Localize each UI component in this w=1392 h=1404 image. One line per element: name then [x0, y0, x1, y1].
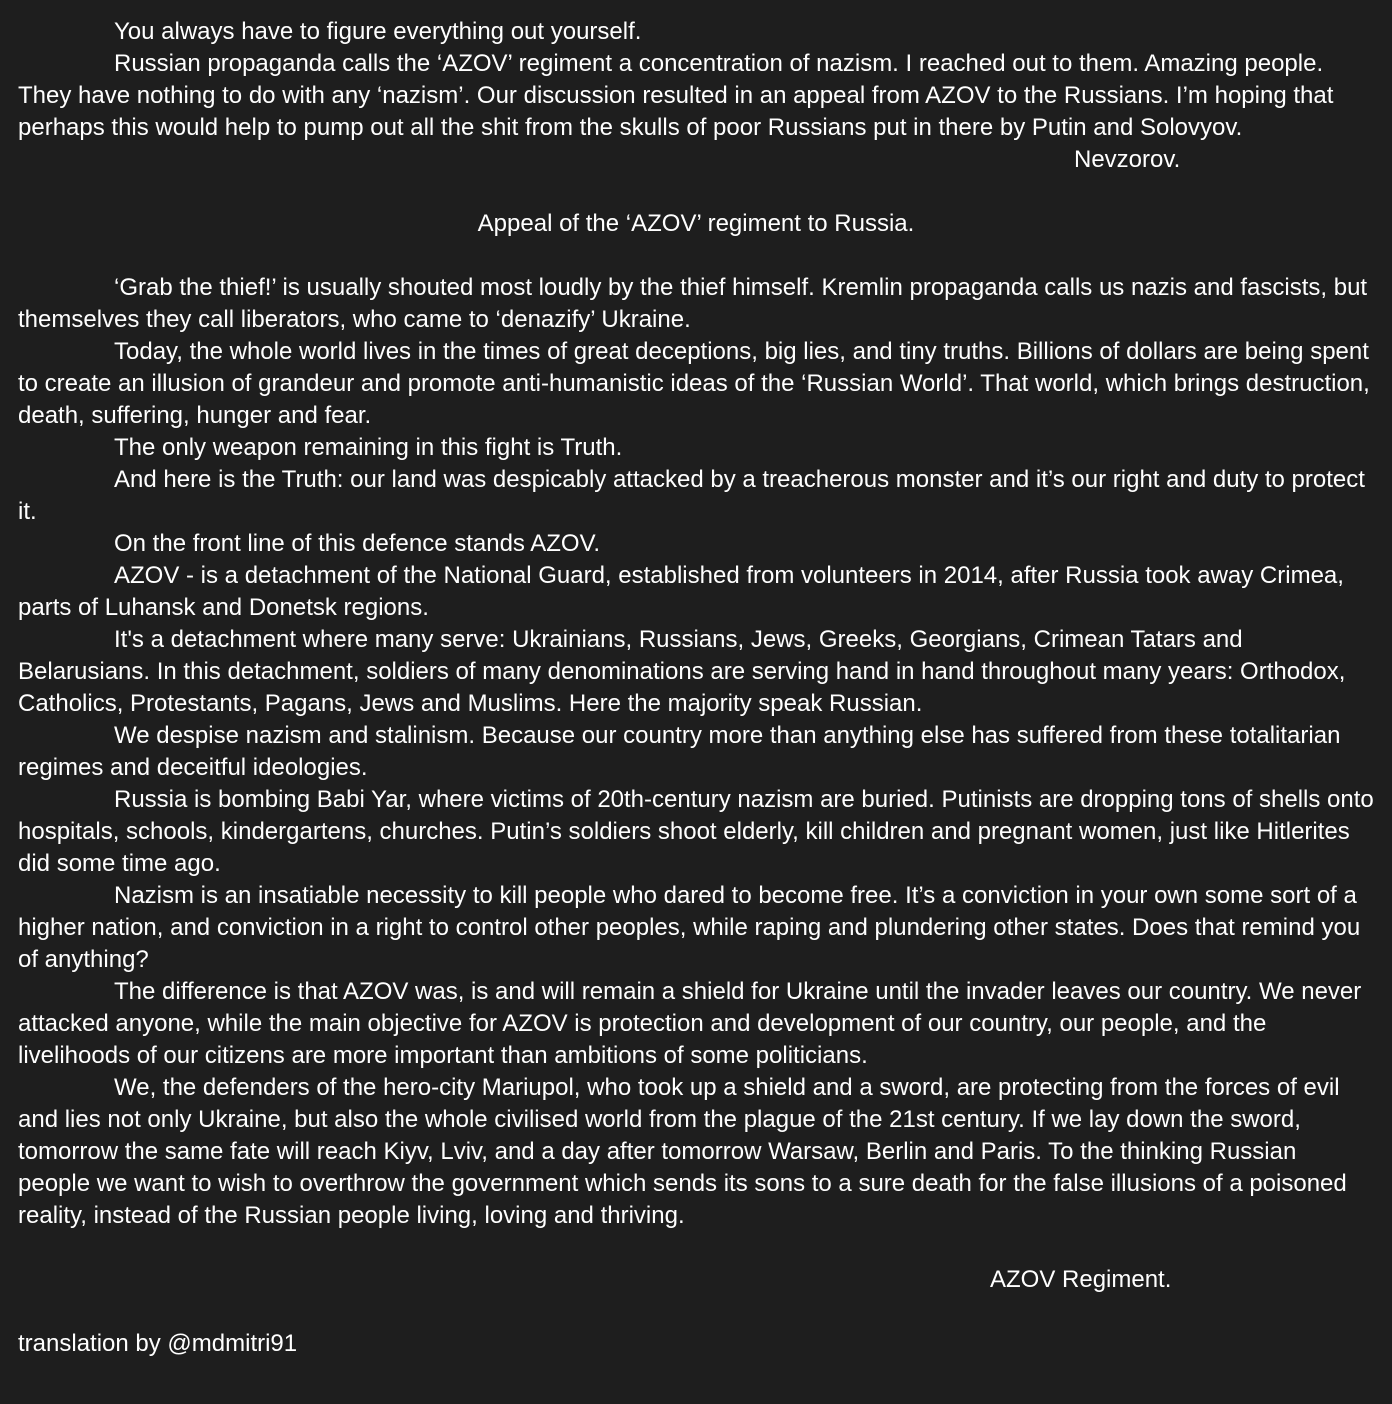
appeal-paragraph: Nazism is an insatiable necessity to kill people who dared to become free. It’s a conviction in your own some sort of a higher nation, and conviction in a right to control other peoples, while raping and plundering other states. Does that remind you of anything?	[18, 882, 1361, 973]
appeal-paragraph: Russia is bombing Babi Yar, where victims of 20th-century nazism are buried. Putinists are dropping tons of shells onto hospitals, schools, kindergartens, churches. Putin’s soldiers shoot elderly, kill children and pregnant women, just like Hitlerites did some time ago.	[18, 786, 1374, 877]
author-signature: Nevzorov.	[1074, 146, 1181, 173]
appeal-paragraph: The only weapon remaining in this fight is Truth.	[114, 434, 623, 461]
appeal-paragraph: On the front line of this defence stands AZOV.	[114, 530, 601, 557]
appeal-paragraph: AZOV - is a detachment of the National Guard, established from volunteers in 2014, after Russia took away Crimea, parts of Luhansk and Donetsk regions.	[18, 562, 1344, 621]
appeal-title: Appeal of the ‘AZOV’ regiment to Russia.	[477, 210, 915, 237]
appeal-paragraph: We despise nazism and stalinism. Because our country more than anything else has suffered from these totalitarian regimes and deceitful ideologies.	[18, 722, 1341, 781]
intro-paragraph: Russian propaganda calls the ‘AZOV’ regiment a concentration of nazism. I reached out to them. Amazing people. They have nothing to do with any ‘nazism’. Our discussion resulted in an appeal from AZOV to the Russians. I’m hoping that perhaps this would help to pump out all the shit from the skulls of poor Russians put in there by Putin and Solovyov.	[18, 50, 1334, 141]
appeal-paragraph: Today, the whole world lives in the times of great deceptions, big lies, and tiny truths. Billions of dollars are being spent to create an illusion of grandeur and promote anti-humanistic ideas of the ‘Russian World’. That world, which brings destruction, death, suffering, hunger and fear.	[18, 338, 1370, 429]
appeal-paragraph: The difference is that AZOV was, is and will remain a shield for Ukraine until the invader leaves our country. We never attacked anyone, while the main objective for AZOV is protection and development of our country, our people, and the livelihoods of our citizens are more important than ambitions of some politicians.	[18, 978, 1362, 1069]
appeal-paragraph: And here is the Truth: our land was despicably attacked by a treacherous monster and it’s our right and duty to protect it.	[18, 466, 1365, 525]
regiment-signature: AZOV Regiment.	[990, 1266, 1172, 1293]
appeal-paragraph: ‘Grab the thief!’ is usually shouted most loudly by the thief himself. Kremlin propaganda calls us nazis and fascists, but themselves they call liberators, who came to ‘denazify’ Ukraine.	[18, 274, 1368, 333]
appeal-paragraph: We, the defenders of the hero-city Mariupol, who took up a shield and a sword, are protecting from the forces of evil and lies not only Ukraine, but also the whole civilised world from the plague of the 21st century. If we lay down the sword, tomorrow the same fate will reach Kiyv, Lviv, and a day after tomorrow Warsaw, Berlin and Paris. To the thinking Russian people we want to wish to overthrow the government which sends its sons to a sure death for the false illusions of a poisoned reality, instead of the Russian people living, loving and thriving.	[18, 1074, 1347, 1229]
intro-paragraph: You always have to figure everything out yourself.	[114, 18, 642, 45]
translation-credit: translation by @mdmitri91	[18, 1330, 298, 1357]
appeal-paragraph: It's a detachment where many serve: Ukrainians, Russians, Jews, Greeks, Georgians, Crimean Tatars and Belarusians. In this detachment, soldiers of many denominations are serving hand in hand throughout many years: Orthodox, Catholics, Protestants, Pagans, Jews and Muslims. Here the majority speak Russian.	[18, 626, 1346, 717]
